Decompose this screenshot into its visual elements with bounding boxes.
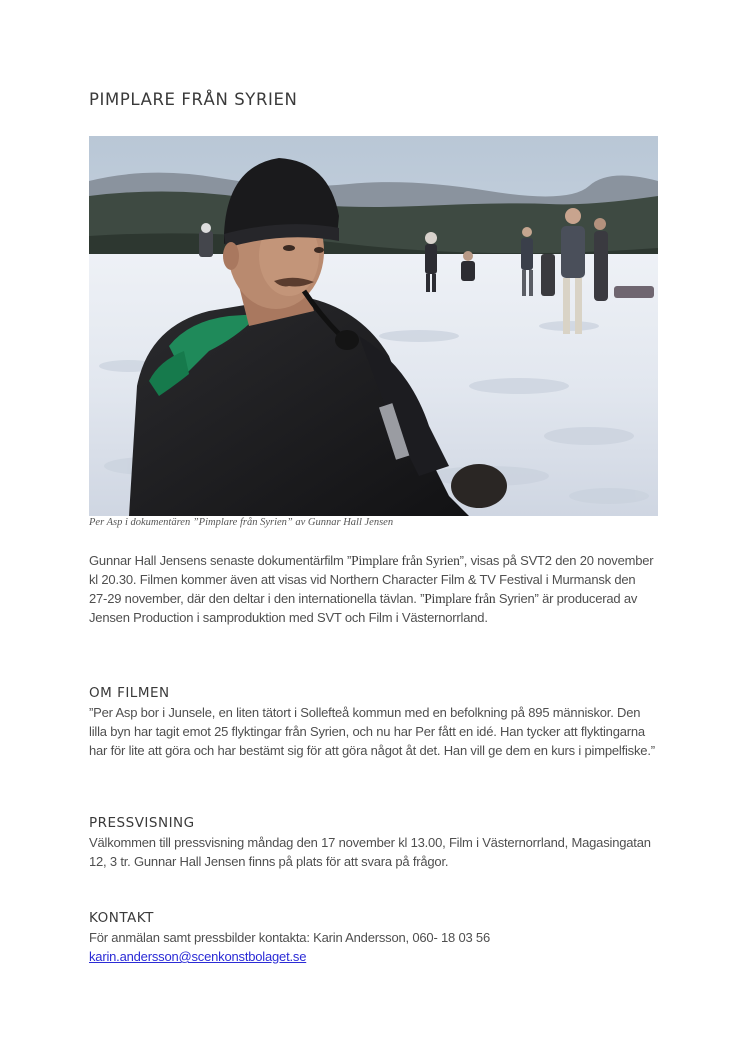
- kontakt-email-line: [89, 947, 655, 966]
- om-filmen-body: ”Per Asp bor i Junsele, en liten tätort i Sollefteå kommun med en befolkning på 895 människor. Den lilla byn har tagit emot 25 flyktingar från Syrien, och nu har Per fått en idé. Han tycker att flyktingarna har för lite att göra och har bestämt sig för att göra något åt det. Han vill ge dem en kurs i pimpelfiske.”: [89, 705, 655, 758]
- intro-text-2: ”, visas på SVT2 den 20 november kl 20.30. Filmen kommer även att visas vid Northern Character Film & TV Festival i Murmansk den 27-29 november, där den deltar i den internationella tävlan. ”: [89, 553, 654, 606]
- intro-paragraph: [89, 551, 655, 627]
- page-title: PIMPLARE FRÅN SYRIEN: [89, 90, 298, 109]
- om-filmen-heading: OM FILMEN: [89, 685, 170, 701]
- film-title-2: Pimplare från: [424, 591, 496, 606]
- pressvisning-heading: PRESSVISNING: [89, 815, 195, 831]
- kontakt-heading: KONTAKT: [89, 910, 154, 926]
- pressvisning-body: Välkommen till pressvisning måndag den 17 november kl 13.00, Film i Västernorrland, Magasingatan 12, 3 tr. Gunnar Hall Jensen finns på plats för att svara på frågor.: [89, 835, 651, 869]
- intro-text-3: Syrien” är producerad av Jensen Production i samproduktion med SVT och Film i Västernorrland.: [89, 591, 638, 625]
- film-title-1: Pimplare från Syrien: [351, 553, 460, 568]
- kontakt-body: För anmälan samt pressbilder kontakta: Karin Andersson, 060- 18 03 56: [89, 930, 490, 945]
- email-link[interactable]: karin.andersson@scenkonstbolaget.se: [89, 949, 307, 964]
- photo-ice-fishing: [89, 136, 658, 516]
- intro-text-1: Gunnar Hall Jensens senaste dokumentärfilm ”: [89, 553, 352, 568]
- photo-caption: Per Asp i dokumentären ”Pimplare från Syrien” av Gunnar Hall Jensen: [89, 517, 394, 528]
